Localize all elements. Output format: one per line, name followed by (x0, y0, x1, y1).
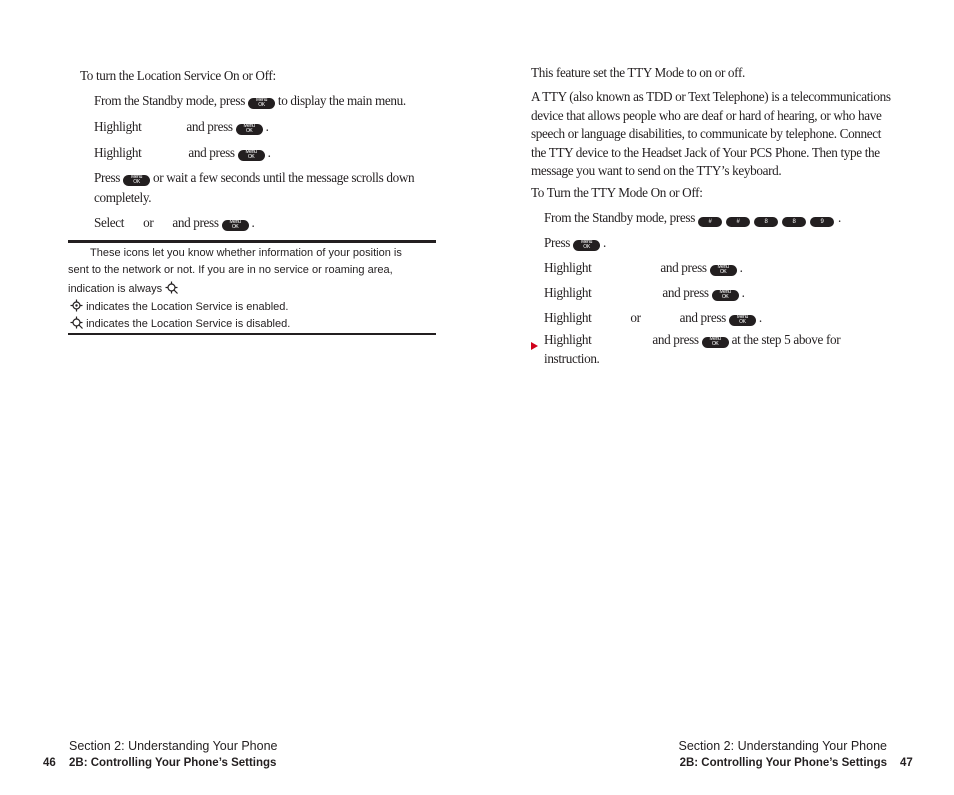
paragraph-line: the TTY device to the Headset Jack of Your PCS Phone. Then type the (531, 144, 880, 160)
step-text: . (267, 145, 271, 160)
location-disabled-icon (165, 281, 178, 294)
step-text: Highlight (94, 145, 142, 160)
step-text: or wait a few seconds until the message scrolls down (153, 170, 415, 185)
step-text: Highlight (94, 119, 142, 134)
note-top-rule (68, 240, 436, 243)
menu-ok-key-icon: Menu OK (573, 240, 600, 251)
step-text: Highlight (544, 332, 592, 347)
step-text: or (143, 215, 154, 230)
paragraph-line: speech or language disabilities, to communicate by telephone. Connect (531, 126, 882, 142)
step-text: . (739, 260, 743, 275)
step-text: at the step 5 above for (731, 332, 841, 347)
step-text: Press (94, 170, 121, 185)
menu-ok-key-icon: Menu OK (712, 290, 739, 301)
step-text: . (758, 310, 762, 325)
paragraph-line: A TTY (also known as TDD or Text Telephone) is a telecommunications (531, 89, 891, 104)
nine-key-icon: 9 (810, 217, 834, 227)
eight-key-icon: 8 (782, 217, 806, 227)
step-text: . (837, 210, 841, 225)
footer-left-page-number: 46 (43, 757, 56, 769)
tty-step-5 (544, 310, 762, 326)
tty-tip (544, 332, 840, 348)
menu-ok-key-icon: Menu OK (710, 265, 737, 276)
tty-description (531, 88, 891, 181)
tip-arrow-icon (531, 337, 538, 355)
tty-tip-cont: instruction. (544, 351, 600, 366)
location-step-5 (94, 215, 254, 231)
location-step-4 (94, 170, 414, 186)
menu-ok-key-icon: Menu OK (248, 98, 275, 109)
location-intro: To turn the Location Service On or Off: (80, 68, 276, 83)
step-text: Highlight (544, 310, 592, 325)
step-text: and press (662, 285, 709, 300)
note-line-3 (68, 281, 178, 295)
note-text: indication is always (68, 283, 163, 295)
tty-step-2 (544, 235, 606, 251)
location-disabled-icon (70, 316, 83, 329)
pound-key-icon: # (726, 217, 750, 227)
paragraph-line: message you want to send on the TTY’s keyboard. (531, 163, 782, 179)
tty-step-1 (544, 210, 841, 227)
menu-ok-key-icon: Menu OK (238, 150, 265, 161)
step-text: and press (660, 260, 707, 275)
footer-right-page-number: 47 (900, 757, 913, 769)
step-text: and press (188, 145, 235, 160)
footer-left-chapter: 2B: Controlling Your Phone’s Settings (69, 757, 277, 769)
location-step-3 (94, 145, 271, 161)
footer-left-section: Section 2: Understanding Your Phone (69, 739, 278, 753)
menu-ok-key-icon: Menu OK (123, 175, 150, 186)
eight-key-icon: 8 (754, 217, 778, 227)
pound-key-icon: # (698, 217, 722, 227)
step-text: Highlight (544, 285, 592, 300)
menu-ok-key-icon: Menu OK (729, 315, 756, 326)
note-line-2: sent to the network or not. If you are in no service or roaming area, (68, 264, 393, 276)
step-text: . (741, 285, 745, 300)
location-step-2 (94, 119, 269, 135)
menu-ok-key-icon: Menu OK (236, 124, 263, 135)
note-enabled (70, 299, 288, 313)
note-disabled (70, 316, 290, 330)
location-enabled-icon (70, 299, 83, 312)
step-text: From the Standby mode, press (544, 210, 696, 225)
step-text: or (630, 310, 641, 325)
step-text: . (603, 235, 606, 250)
tty-step-3 (544, 260, 743, 276)
tty-step-4 (544, 285, 745, 301)
step-text: and press (679, 310, 726, 325)
step-text: to display the main menu. (277, 93, 406, 108)
tty-subhead: To Turn the TTY Mode On or Off: (531, 185, 703, 200)
paragraph-line: device that allows people who are deaf or hard of hearing, or who have (531, 107, 882, 123)
note-bottom-rule (68, 333, 436, 335)
step-text: Press (544, 235, 571, 250)
step-text: From the Standby mode, press (94, 93, 246, 108)
note-text: indicates the Location Service is enabled. (86, 301, 289, 313)
step-text: . (251, 215, 255, 230)
location-step-4-cont: completely. (94, 190, 152, 205)
menu-ok-key-icon: Menu OK (222, 220, 249, 231)
footer-right-section: Section 2: Understanding Your Phone (678, 739, 887, 753)
note-line-1: These icons let you know whether information of your position is (90, 247, 402, 259)
step-text: . (265, 119, 269, 134)
step-text: and press (652, 332, 699, 347)
menu-ok-key-icon: Menu OK (702, 337, 729, 348)
step-text: Select (94, 215, 125, 230)
note-text: indicates the Location Service is disabled. (86, 318, 291, 330)
step-text: and press (186, 119, 233, 134)
step-text: and press (172, 215, 219, 230)
location-step-1 (94, 93, 406, 109)
footer-right-chapter: 2B: Controlling Your Phone’s Settings (679, 757, 887, 769)
tty-intro: This feature set the TTY Mode to on or off. (531, 65, 745, 80)
step-text: Highlight (544, 260, 592, 275)
